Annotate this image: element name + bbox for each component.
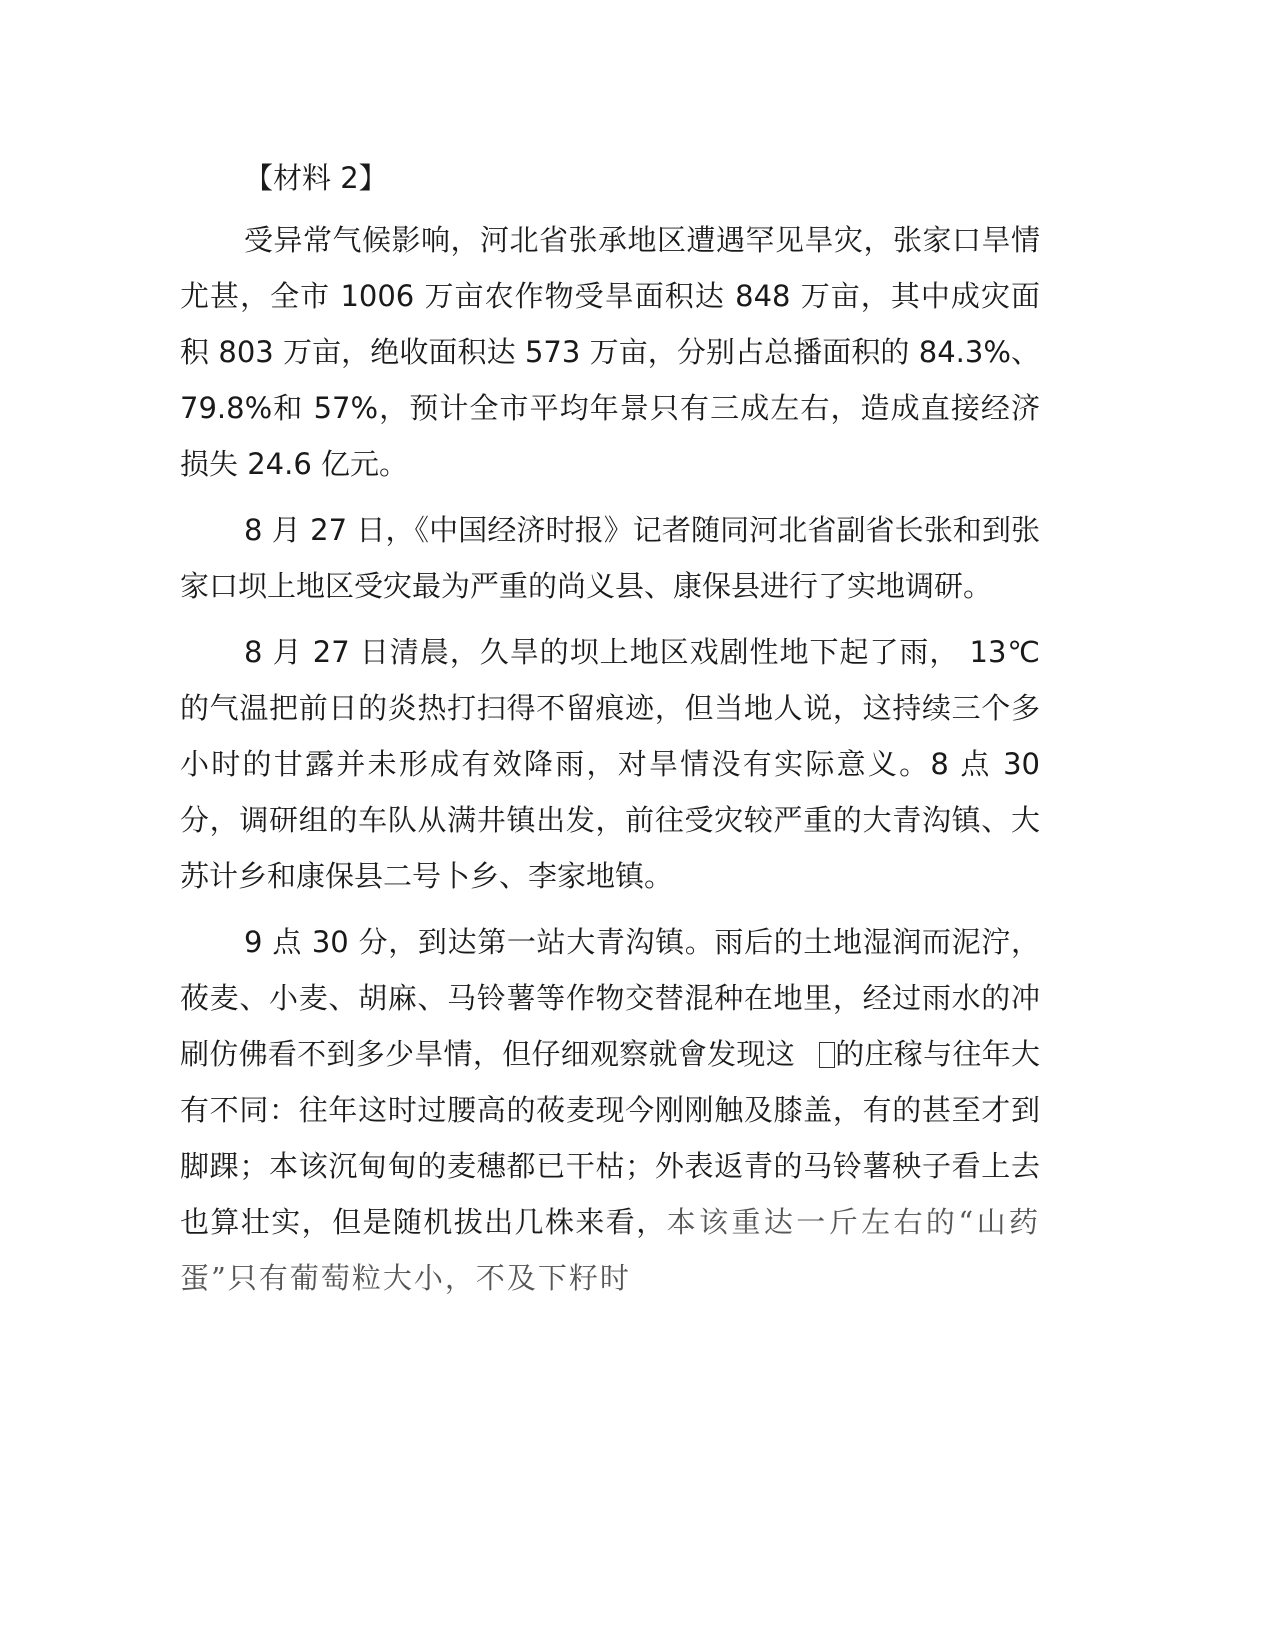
paragraph-research-trip: 8 月 27 日，《中国经济时报》记者随同河北省副省长张和到张家口坝上地区受灾最为严重的尚义县、康保县进行了实地调研。 bbox=[180, 513, 1040, 603]
document-page bbox=[180, 150, 1040, 1316]
paragraph-first-stop-text-1: 9 点 30 分，到达第一站大青沟镇。雨后的土地湿润而泥泞，莜麦、小麦、胡麻、马铃薯等作物交替混种在地里，经过雨水的冲刷仿佛看不到多少旱情，但仔细观察就會发现这 bbox=[180, 925, 1040, 1071]
missing-glyph-box bbox=[819, 1042, 835, 1068]
paragraph-drought-overview: 受异常气候影响，河北省张承地区遭遇罕见旱灾，张家口旱情尤甚，全市 1006 万亩农作物受旱面积达 848 万亩，其中成灾面积 803 万亩，绝收面积达 573 万亩，分别占总播面积的 84.3%、79.8%和 57%，预计全市平均年景只有三成左右，造成直接经济损失 24.6 亿元。 bbox=[180, 223, 1040, 481]
paragraph-first-stop-text-2: 的庄稼与往年大有不同：往年这时过腰高的莜麦现今刚刚触及膝盖，有的甚至才到脚踝；本该沉甸甸的麦穗都已干枯；外表返青的马铃薯秧子看上去也算壮实，但是随机拔出几株来看， bbox=[180, 1037, 1040, 1239]
paragraph-first-stop-text-3: 本该重达一斤左右的“山药蛋”只有葡萄粒大小，不及下籽时 bbox=[180, 1205, 1040, 1295]
material-heading: 【材料 2】 bbox=[244, 161, 388, 195]
paragraph-rain-morning: 8 月 27 日清晨，久旱的坝上地区戏剧性地下起了雨， 13℃的气温把前日的炎热打扫得不留痕迹，但当地人说，这持续三个多小时的甘露并未形成有效降雨，对旱情没有实际意义。8 点 30 分，调研组的车队从满井镇出发，前往受灾较严重的大青沟镇、大苏计乡和康保县二号卜乡、李家地镇。 bbox=[180, 635, 1040, 893]
paragraph-first-stop bbox=[180, 914, 1040, 1306]
